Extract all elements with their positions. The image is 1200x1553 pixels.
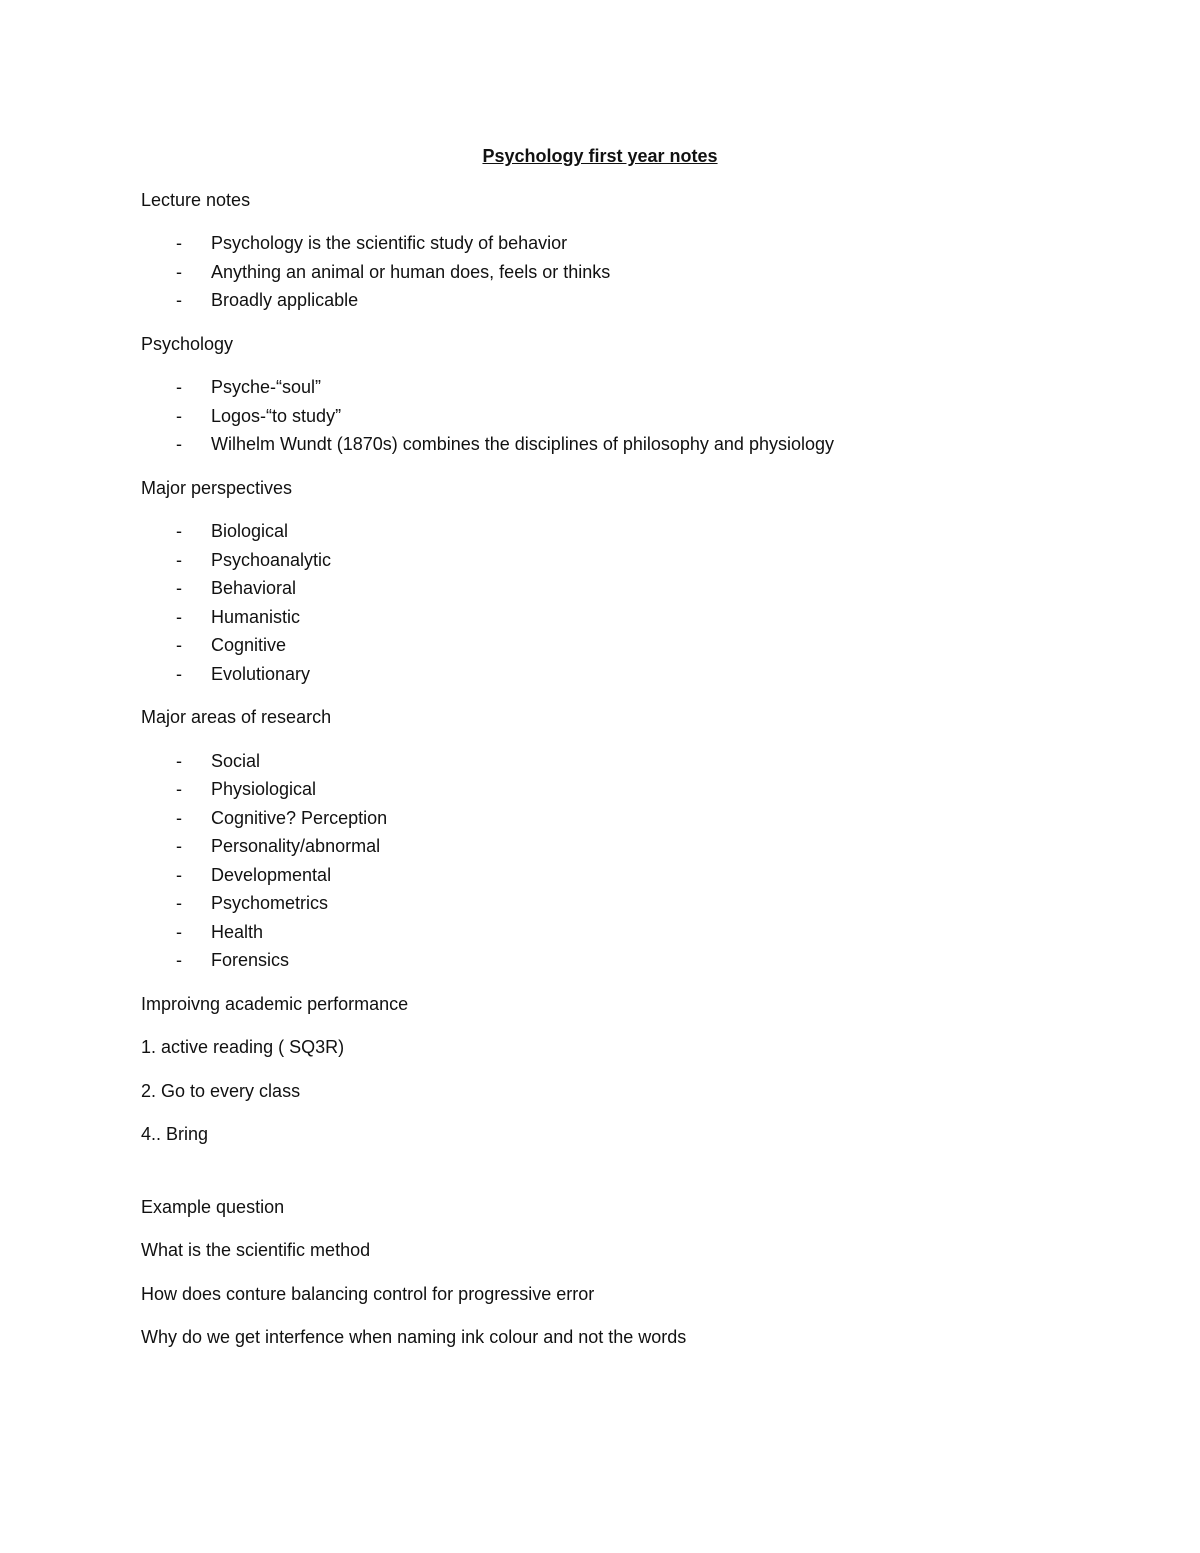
bullet-dash: -: [176, 807, 182, 828]
list-item: - Physiological: [141, 775, 1061, 804]
section-heading-major-areas-of-research: Major areas of research: [141, 707, 332, 727]
bullet-dash: -: [176, 635, 182, 655]
list-item: - Social: [141, 747, 1061, 776]
list-item: - Psychology is the scientific study of behavior: [141, 229, 1061, 258]
blank-line: [141, 1164, 1061, 1193]
list-item: - Forensics: [141, 946, 1061, 975]
bullet-dash: -: [176, 750, 182, 771]
academic-point: 2. Go to every class: [141, 1080, 301, 1101]
section-heading-psychology: Psychology: [141, 333, 234, 354]
academic-point: 1. active reading ( SQ3R): [141, 1037, 345, 1057]
list-item: - Cognitive? Perception: [141, 804, 1061, 833]
academic-point: 4.. Bring: [141, 1124, 209, 1144]
list-item: - Personality/abnormal: [141, 832, 1061, 861]
bullet-dash: -: [176, 233, 182, 253]
section-heading-major-perspectives: Major perspectives: [141, 477, 293, 498]
section-heading-lecture-notes: Lecture notes: [141, 189, 251, 210]
list-item: - Psychometrics: [141, 889, 1061, 918]
bullet-dash: -: [176, 377, 182, 397]
list-item: - Psyche-“soul”: [141, 373, 1061, 402]
bullet-dash: -: [176, 549, 182, 570]
example-question: Why do we get interfence when naming ink colour and not the words: [141, 1327, 687, 1347]
bullet-dash: -: [176, 290, 182, 310]
document-body: [141, 142, 1061, 1367]
section-heading-example-question: Example question: [141, 1196, 285, 1217]
list-item: - Health: [141, 918, 1061, 947]
list-item: - Evolutionary: [141, 660, 1061, 689]
bullet-dash: -: [176, 663, 182, 684]
bullet-dash: -: [176, 405, 182, 426]
list-item: - Cognitive: [141, 631, 1061, 660]
bullet-dash: -: [176, 893, 182, 913]
list-item: - Logos-“to study”: [141, 402, 1061, 431]
section-heading-academic-performance: Improivng academic performance: [141, 993, 409, 1014]
section-list-lecture-notes: [141, 229, 1061, 315]
list-item: - Psychoanalytic: [141, 546, 1061, 575]
list-item: - Biological: [141, 517, 1061, 546]
bullet-dash: -: [176, 606, 182, 627]
bullet-dash: -: [176, 864, 182, 885]
list-item: - Developmental: [141, 861, 1061, 890]
example-question: What is the scientific method: [141, 1240, 371, 1260]
page-title: Psychology first year notes: [482, 146, 718, 166]
list-item: - Behavioral: [141, 574, 1061, 603]
list-item: - Anything an animal or human does, feels or thinks: [141, 258, 1061, 287]
bullet-dash: -: [176, 434, 182, 454]
section-list-major-perspectives: [141, 517, 1061, 688]
list-item: - Broadly applicable: [141, 286, 1061, 315]
section-list-psychology: [141, 373, 1061, 459]
bullet-dash: -: [176, 950, 182, 970]
bullet-dash: -: [176, 921, 182, 942]
bullet-dash: -: [176, 578, 182, 598]
list-item: - Humanistic: [141, 603, 1061, 632]
bullet-dash: -: [176, 836, 182, 856]
bullet-dash: -: [176, 521, 182, 541]
example-question: How does conture balancing control for progressive error: [141, 1283, 595, 1304]
list-item: - Wilhelm Wundt (1870s) combines the disciplines of philosophy and physiology: [141, 430, 1061, 459]
bullet-dash: -: [176, 779, 182, 799]
section-list-major-areas-of-research: [141, 747, 1061, 975]
bullet-dash: -: [176, 261, 182, 282]
